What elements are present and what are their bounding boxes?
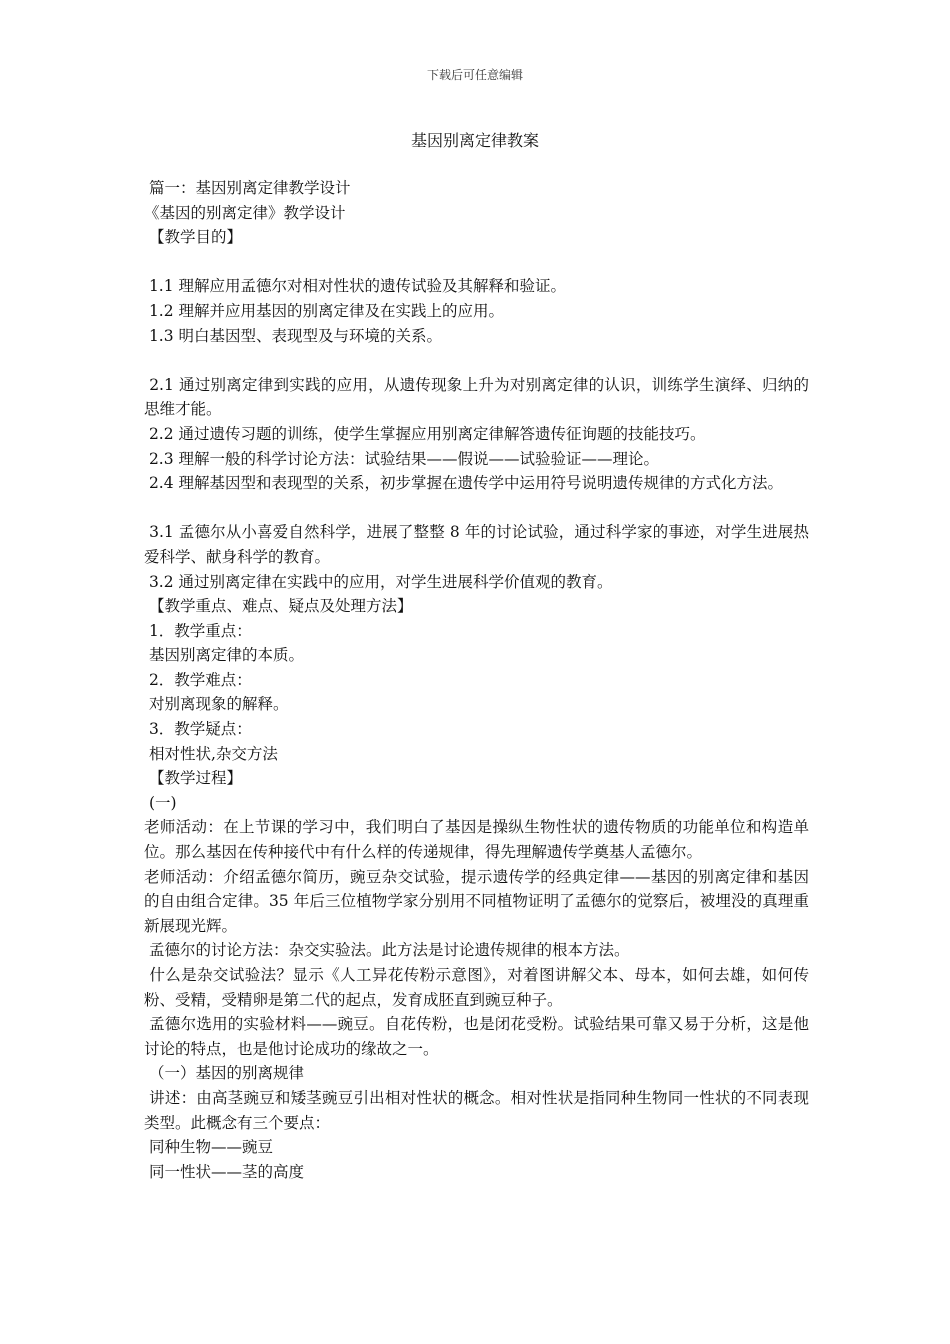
blank-line (144, 250, 809, 275)
paragraph: 【教学过程】 (144, 769, 242, 788)
paragraph: 基因别离定律的本质。 (144, 646, 304, 665)
paragraph: 同一性状——茎的高度 (144, 1162, 304, 1181)
document-body (144, 176, 809, 1184)
paragraph: 1．教学重点： (144, 621, 252, 640)
paragraph: 什么是杂交试验法？显示《人工异花传粉示意图》，对着图讲解父本、母本，如何去雄，如何传粉、受精，受精卵是第二代的起点，发育成胚直到豌豆种子。 (144, 966, 809, 1009)
paragraph: 1.2 理解并应用基因的别离定律及在实践上的应用。 (144, 301, 505, 320)
paragraph: 2.4 理解基因型和表现型的关系，初步掌握在遗传学中运用符号说明遗传规律的方式化方法。 (144, 474, 784, 493)
paragraph: 老师活动：在上节课的学习中，我们明白了基因是操纵生物性状的遗传物质的功能单位和构造单位。那么基因在传种接代中有什么样的传递规律，得先理解遗传学奠基人孟德尔。 (144, 818, 809, 862)
paragraph: 3.2 通过别离定律在实践中的应用，对学生进展科学价值观的教育。 (144, 572, 613, 591)
paragraph: （一）基因的别离规律 (144, 1064, 304, 1083)
paragraph: 对别离现象的解释。 (144, 695, 289, 714)
paragraph: 2.2 通过遗传习题的训练，使学生掌握应用别离定律解答遗传征询题的技能技巧。 (144, 424, 706, 443)
paragraph: 《基因的别离定律》教学设计 (144, 203, 346, 222)
blank-line (144, 496, 809, 521)
paragraph: 篇一：基因别离定律教学设计 (144, 179, 351, 197)
paragraph: 3.1 孟德尔从小喜爱自然科学，进展了整整 8 年的讨论试验，通过科学家的事迹，对学生进展热爱科学、献身科学的教育。 (144, 523, 809, 566)
blank-line (144, 348, 809, 373)
paragraph: 2.1 通过别离定律到实践的应用，从遗传现象上升为对别离定律的认识，训练学生演绎、归纳的思维才能。 (144, 375, 809, 419)
paragraph: 1.3 明白基因型、表现型及与环境的关系。 (144, 326, 443, 345)
paragraph: 【教学目的】 (144, 228, 242, 247)
paragraph: 讲述：由高茎豌豆和矮茎豌豆引出相对性状的概念。相对性状是指同种生物同一性状的不同表现类型。此概念有三个要点： (144, 1088, 809, 1132)
paragraph: 1.1 理解应用孟德尔对相对性状的遗传试验及其解释和验证。 (144, 277, 567, 296)
paragraph: 2.3 理解一般的科学讨论方法：试验结果——假说——试验验证——理论。 (144, 449, 660, 468)
paragraph: 孟德尔选用的实验材料——豌豆。自花传粉，也是闭花受粉。试验结果可靠又易于分析，这是他讨论的特点，也是他讨论成功的缘故之一。 (144, 1015, 809, 1058)
page-header: 下载后可任意编辑 (426, 68, 523, 82)
document-title: 基因别离定律教案 (410, 131, 539, 150)
paragraph: 2．教学难点： (144, 670, 252, 689)
paragraph: 同种生物——豌豆 (144, 1138, 273, 1157)
paragraph: 老师活动：介绍孟德尔简历，豌豆杂交试验，提示遗传学的经典定律——基因的别离定律和基因的自由组合定律。35 年后三位植物学家分别用不同植物证明了孟德尔的觉察后，被埋没的真理重新展现光辉。 (144, 867, 809, 935)
paragraph: 3．教学疑点： (144, 720, 252, 739)
paragraph: 【教学重点、难点、疑点及处理方法】 (144, 597, 413, 616)
paragraph: 相对性状,杂交方法 (144, 744, 278, 763)
paragraph: 孟德尔的讨论方法：杂交实验法。此方法是讨论遗传规律的根本方法。 (144, 941, 630, 960)
paragraph: (一) (144, 793, 177, 812)
